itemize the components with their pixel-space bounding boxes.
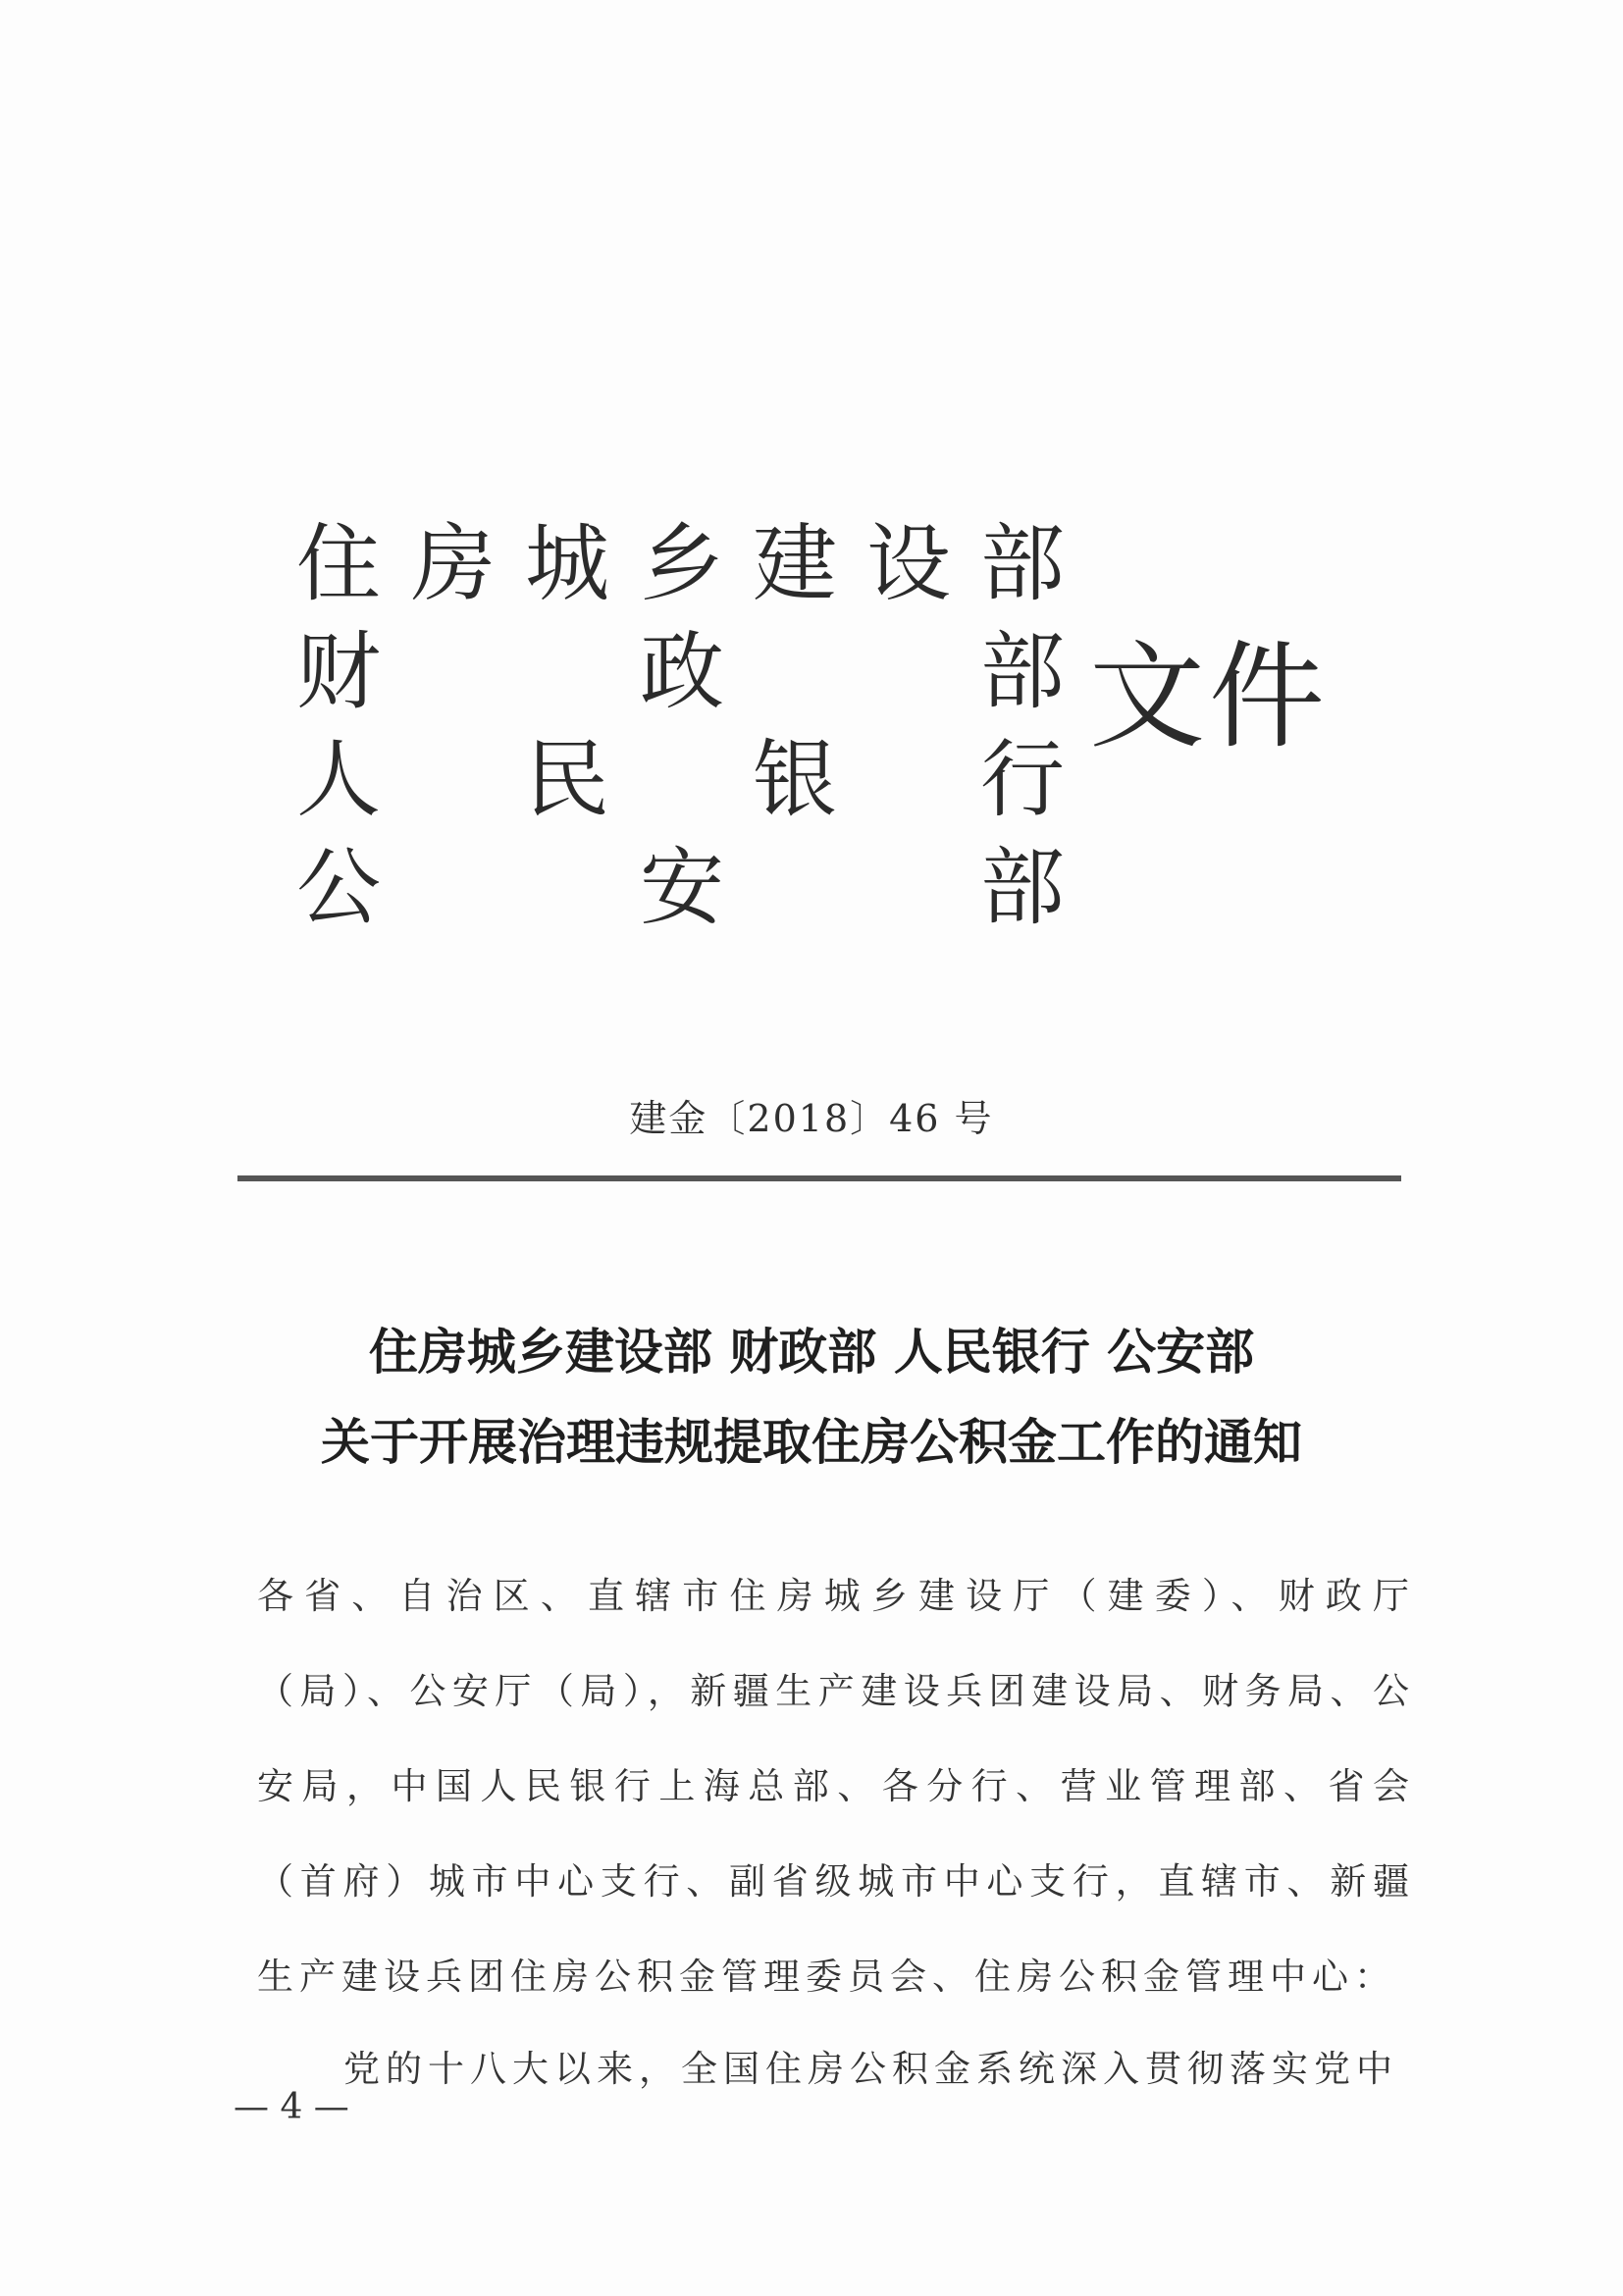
header-divider (237, 1175, 1401, 1181)
issuer-char: 安 (640, 839, 724, 937)
title-line-1: 住房城乡建设部 财政部 人民银行 公安部 (368, 1323, 1255, 1381)
issuer-row (0, 834, 1623, 942)
issuer-row (0, 510, 1623, 618)
issuer-char: 财 (296, 623, 381, 721)
issuer-char: 设 (866, 515, 951, 613)
issuer-char: 部 (980, 515, 1065, 613)
issuer-char: 乡 (640, 515, 724, 613)
issuer-char: 民 (525, 731, 609, 829)
page-number: — 4 — (234, 2087, 349, 2127)
body-paragraph: 党的十八大以来，全国住房公积金系统深入贯彻落实党中 (343, 2048, 1398, 2090)
issuer-row (0, 726, 1623, 834)
issuer-char: 人 (296, 731, 381, 829)
issuer-char: 公 (296, 839, 381, 937)
issuer-char: 银 (753, 731, 837, 829)
issuer-char: 城 (525, 515, 609, 613)
title-line-2: 关于开展治理违规提取住房公积金工作的通知 (321, 1413, 1302, 1471)
issuer-char: 建 (753, 515, 837, 613)
issuer-row (0, 618, 1623, 726)
issuer-char: 住 (296, 515, 381, 613)
document-word: 文件 (1089, 629, 1330, 764)
recipients-paragraph: 各省、自治区、直辖市住房城乡建设厅（建委）、财政厅（局）、公安厅（局），新疆生产建设兵团建设局、财务局、公安局，中国人民银行上海总部、各分行、营业管理部、省会（首府）城市中心支行、副省级城市中心支行，直辖市、新疆生产建设兵团住房公积金管理委员会、住房公积金管理中心： (257, 1575, 1415, 1998)
document-number: 建金〔2018〕46 号 (629, 1097, 994, 1140)
issuer-char: 政 (640, 623, 724, 721)
issuer-char: 房 (411, 515, 496, 613)
issuer-char: 部 (980, 839, 1065, 937)
issuer-char: 部 (980, 623, 1065, 721)
issuer-char: 行 (980, 731, 1065, 829)
